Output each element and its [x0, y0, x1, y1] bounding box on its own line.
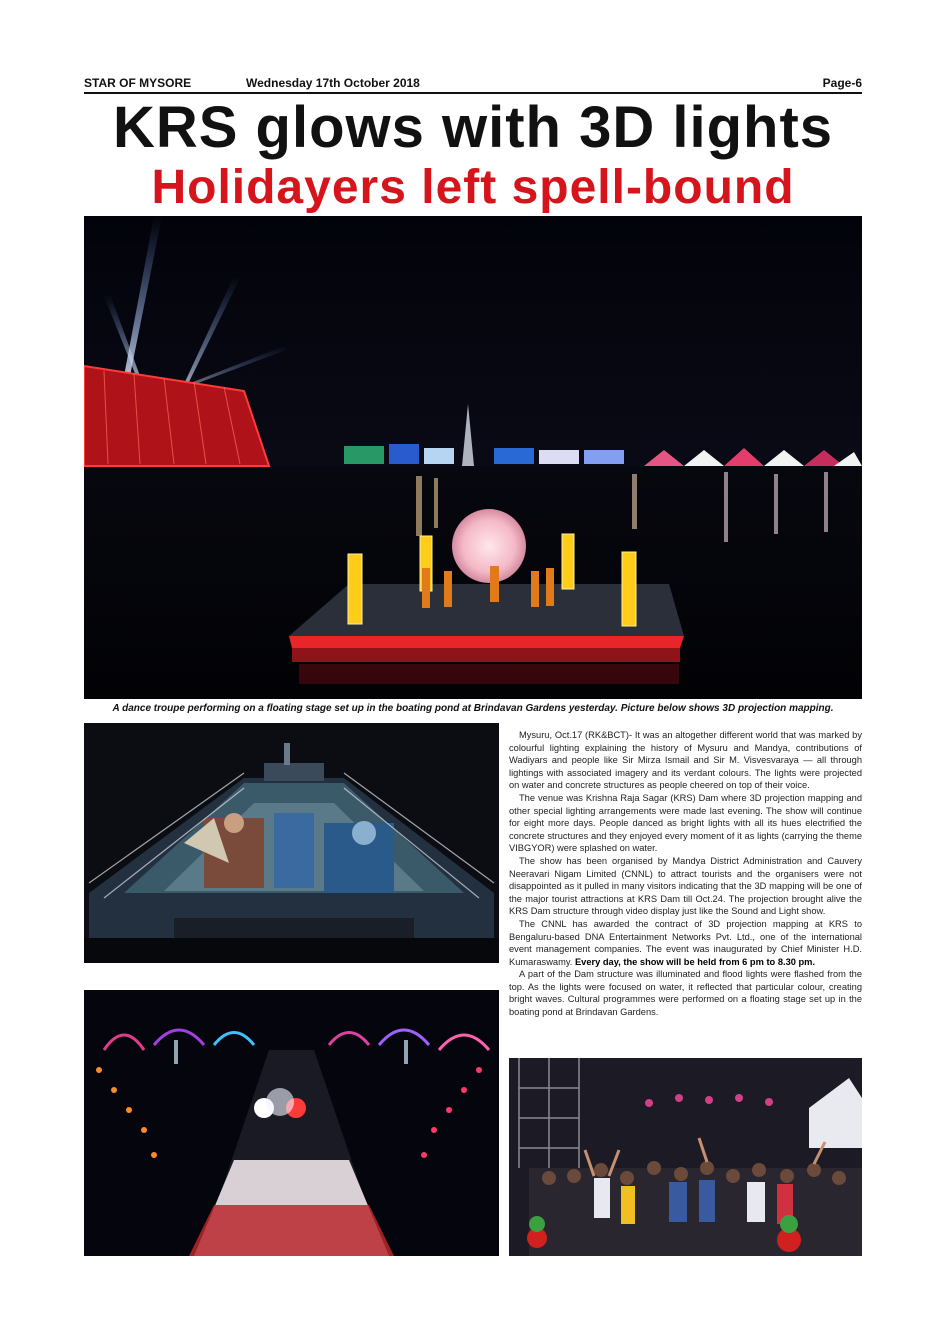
show-timing: Every day, the show will be held from 6 pm to 8.30 pm.: [574, 956, 816, 967]
photo-caption: A dance troupe performing on a floating stage set up in the boating pond at Brindavan Gardens yesterday. Picture below shows 3D projection mapping.: [112, 703, 834, 714]
photo-crowd-cheering: [509, 1058, 862, 1256]
page-number: Page-6: [822, 76, 862, 90]
crowd-cheering-illustration: [509, 1058, 862, 1256]
article-text: The CNNL has awarded the contract of 3D projection mapping at KRS to Bengaluru-based DNA Entertainment Networks Pvt. Ltd., one of the international event management companies. The event was inaugurated by Chief Minister H.D. Kumaraswamy.: [509, 918, 862, 967]
article-paragraph: [509, 918, 862, 968]
projection-mapping-illustration: [84, 723, 499, 963]
photo-projection-mapping: [84, 723, 499, 963]
paper-name: STAR OF MYSORE: [84, 76, 192, 90]
masthead-rule: [84, 92, 862, 94]
article-paragraph: The show has been organised by Mandya District Administration and Cauvery Neeravari Nigam Limited (CNNL) to attract tourists and the organisers were not disappointed as it pulled in many visitors indicating that the 3D mapping will be one of the major tourist attractions at KRS Dam till Oct.24. The projection brought alive the KRS Dam structure through video display just like the Sound and Light show.: [509, 855, 862, 917]
headline: KRS glows with 3D lights: [112, 95, 834, 160]
floating-stage-illustration: [84, 216, 862, 699]
article-paragraph: A part of the Dam structure was illuminated and flood lights were flashed from the top. As the lights were focused on water, it reflected that particular colour, creating bright waves. Cultural programmes were performed on a floating stage set up in the boating pond at Brindavan Gardens.: [509, 969, 862, 1018]
subhead: Holidayers left spell-bound: [151, 161, 795, 214]
photo-floating-stage: [84, 216, 862, 699]
article-paragraph: Mysuru, Oct.17 (RK&BCT)- It was an altogether different world that was marked by colourful lighting explaining the history of Mysuru and Mandya, contributions of Wadiyars and people like Sir Mirza Ismail and Sir M. Visvesvaraya — all through lightings with associated imagery and its verdant colours. The lights were projected on water and concrete structures as people cheered on top of their voice.: [509, 730, 862, 791]
photo-illuminated-garden: [84, 990, 499, 1256]
issue-date: Wednesday 17th October 2018: [246, 76, 420, 90]
masthead: [84, 76, 862, 92]
illuminated-garden-illustration: [84, 990, 499, 1256]
article-body: [509, 729, 862, 1019]
article-paragraph: The venue was Krishna Raja Sagar (KRS) Dam where 3D projection mapping and other special lighting arrangements were made last evening. The show will continue for eight more days. People danced as bright lights with all its hues electrified the concrete structures and they enjoyed every moment of it as lights (carrying the theme VIBGYOR) were splashed on water.: [509, 792, 862, 854]
